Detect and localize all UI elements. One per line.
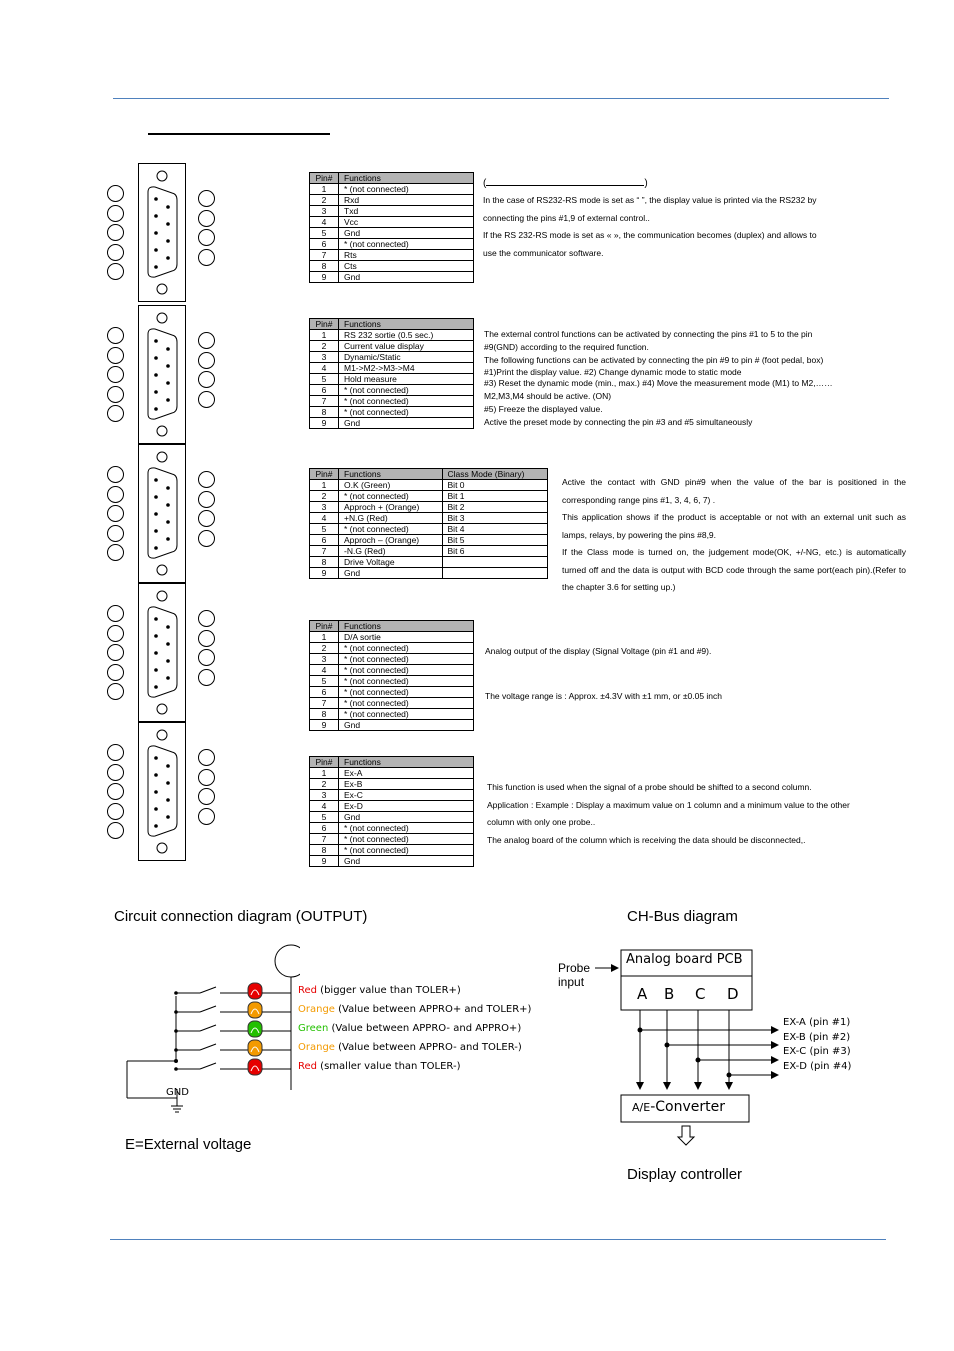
- table-row: [310, 502, 548, 513]
- pin-number: 3: [310, 654, 339, 665]
- pin-number: 1: [310, 184, 339, 195]
- table-row: [310, 834, 474, 845]
- external-voltage-note: E=External voltage: [125, 1136, 252, 1153]
- desc-line: In the case of RS232-RS mode is set as “ ”, the display value is printed via the RS232 by: [483, 195, 817, 205]
- column-header: Functions: [339, 469, 443, 480]
- pin-circle: [198, 808, 215, 825]
- pin-number: 6: [310, 239, 339, 250]
- led-switch-svg: [170, 975, 300, 1085]
- pin-cell: Gnd: [339, 418, 474, 429]
- pin-number: 1: [310, 768, 339, 779]
- pin-number: 7: [310, 250, 339, 261]
- legend-color-word: Orange: [298, 1042, 335, 1053]
- ex-outputs: [783, 1016, 851, 1074]
- pin-circle: [107, 327, 124, 344]
- chbus-diagram-title: CH-Bus diagram: [627, 908, 738, 925]
- pin-number: 3: [310, 502, 339, 513]
- pin-circle: [198, 229, 215, 246]
- pin-number: 5: [310, 524, 339, 535]
- footer-rule: [110, 1239, 886, 1240]
- pin-cell: Gnd: [339, 228, 474, 239]
- desc-line: M2,M3,M4 should be active. (ON): [484, 390, 612, 401]
- pin-cell: Hold measure: [339, 374, 474, 385]
- table-row: [310, 228, 474, 239]
- table-row: [310, 654, 474, 665]
- pin-cell: * (not connected): [339, 709, 474, 720]
- channel-b: B: [664, 985, 675, 1003]
- legend-color-word: Red: [298, 1061, 317, 1072]
- table-row: [310, 779, 474, 790]
- desc-para: If the Class mode is turned on, the judgement mode(OK, +/-NG, etc.) is automatically turned off and the data is output with BCD code through the same port(each pin).(Refer to the chapter 3.6 for setting up.): [562, 547, 906, 592]
- pin-circle: [107, 783, 124, 800]
- pin-cell: * (not connected): [339, 834, 474, 845]
- board-label: Analog board PCB: [626, 952, 743, 967]
- pin-table-rs232: [309, 172, 474, 283]
- legend-description: (Value between APPRO- and APPRO+): [328, 1023, 522, 1034]
- pin-cell: Ex-B: [339, 779, 474, 790]
- pin-number: 1: [310, 480, 339, 491]
- legend-item: [298, 985, 461, 996]
- pin-circle: [198, 249, 215, 266]
- pin-cell: * (not connected): [339, 396, 474, 407]
- table-row: [310, 720, 474, 731]
- desc-line: Application : Example : Display a maximum value on 1 column and a minimum value to the other: [487, 799, 850, 810]
- desc-line: This function is used when the signal of a probe should be shifted to a second column.: [487, 782, 812, 792]
- pin-number: 5: [310, 812, 339, 823]
- pin-circle: [198, 788, 215, 805]
- pin-cell: Gnd: [339, 812, 474, 823]
- pin-number: 8: [310, 261, 339, 272]
- pin-circle: [198, 769, 215, 786]
- pin-cell: * (not connected): [339, 184, 474, 195]
- legend-item: [298, 1004, 531, 1015]
- column-header: Pin#: [310, 173, 339, 184]
- table-row: [310, 856, 474, 867]
- desc-line: The analog board of the column which is receiving the data should be disconnected,.: [487, 834, 806, 845]
- legend-color-word: Green: [298, 1023, 329, 1034]
- desc-line: use the communicator software.: [483, 247, 604, 258]
- pin-number: 4: [310, 665, 339, 676]
- desc-line: #9(GND) according to the required function.: [484, 342, 649, 353]
- pin-number: 6: [310, 535, 339, 546]
- pin-circle: [107, 263, 124, 280]
- pin-circle: [107, 366, 124, 383]
- legend-item: [298, 1042, 522, 1053]
- channel-labels: [622, 985, 753, 1005]
- table-row: [310, 687, 474, 698]
- pin-circle: [107, 683, 124, 700]
- pin-number: 1: [310, 330, 339, 341]
- table-row: [310, 352, 474, 363]
- pin-circle: [107, 386, 124, 403]
- header-rule: [113, 98, 889, 99]
- ex-output: EX-C (pin #3): [783, 1046, 851, 1057]
- pin-cell: Gnd: [339, 720, 474, 731]
- table-row: [310, 374, 474, 385]
- pin-cell: * (not connected): [339, 385, 474, 396]
- pin-cell: Gnd: [339, 856, 474, 867]
- pin-circle: [107, 803, 124, 820]
- desc-line: If the RS 232-RS mode is set as « », the communication becomes (duplex) and allows to: [483, 230, 817, 240]
- desc-para: This application shows if the product is acceptable or not with an external unit such as lamps, relays, by powering the pins #8,9.: [562, 512, 906, 540]
- display-controller-label: Display controller: [627, 1166, 743, 1183]
- ex-output: EX-B (pin #2): [783, 1031, 851, 1043]
- pin-table-ch-bus: [309, 756, 474, 867]
- pin-circle: [107, 764, 124, 781]
- legend-item: [298, 1023, 521, 1034]
- pin-cell: * (not connected): [339, 698, 474, 709]
- table-row: [310, 768, 474, 779]
- column-header: Class Mode (Binary): [442, 469, 547, 480]
- legend-color-word: Red: [298, 985, 317, 996]
- table-header-row: [310, 173, 474, 184]
- table-row: [310, 396, 474, 407]
- pin-circle: [198, 391, 215, 408]
- pin-number: 1: [310, 632, 339, 643]
- pin-cell: Cts: [339, 261, 474, 272]
- desc-line: The external control functions can be activated by connecting the pins #1 to 5 to the pin: [484, 329, 813, 339]
- pin-number: 7: [310, 396, 339, 407]
- pin-cell: * (not connected): [339, 823, 474, 834]
- legend-color-word: Orange: [298, 1004, 335, 1015]
- table-row: [310, 217, 474, 228]
- pin-cell: Dynamic/Static: [339, 352, 474, 363]
- pin-circle: [107, 405, 124, 422]
- column-header: Functions: [339, 621, 474, 632]
- desc-line: #3) Reset the dynamic mode (min., max.) #4) Move the measurement mode (M1) to M2,……: [484, 377, 833, 388]
- table-row: [310, 239, 474, 250]
- pin-circle: [198, 491, 215, 508]
- column-header: Functions: [339, 319, 474, 330]
- table-row: [310, 341, 474, 352]
- table-row: [310, 261, 474, 272]
- pin-number: 6: [310, 823, 339, 834]
- pin-circle: [107, 466, 124, 483]
- table-row: [310, 535, 548, 546]
- table-row: [310, 709, 474, 720]
- table-header-row: [310, 757, 474, 768]
- pin-cell: Rts: [339, 250, 474, 261]
- pin-cell: RS 232 sortie (0.5 sec.): [339, 330, 474, 341]
- pin-cell: M1->M2->M3->M4: [339, 363, 474, 374]
- pin-cell: -N.G (Red): [339, 546, 443, 557]
- pin-number: 4: [310, 513, 339, 524]
- pin-circle: [107, 205, 124, 222]
- column-header: Functions: [339, 173, 474, 184]
- pin-cell: Bit 2: [442, 502, 547, 513]
- pin-number: 9: [310, 720, 339, 731]
- pin-cell: * (not connected): [339, 239, 474, 250]
- table-row: [310, 698, 474, 709]
- pin-circle: [198, 190, 215, 207]
- desc-line: Analog output of the display (Signal Voltage (pin #1 and #9).: [485, 646, 712, 656]
- pin-circle: [107, 224, 124, 241]
- pin-number: 8: [310, 845, 339, 856]
- pin-circle: [107, 347, 124, 364]
- pin-cell: [442, 557, 547, 568]
- pin-cell: Bit 3: [442, 513, 547, 524]
- pin-circle: [198, 471, 215, 488]
- pin-number: 2: [310, 779, 339, 790]
- table-row: [310, 206, 474, 217]
- pin-circle: [107, 486, 124, 503]
- table-row: [310, 480, 548, 491]
- pin-number: 2: [310, 195, 339, 206]
- pin-number: 4: [310, 217, 339, 228]
- table-row: [310, 250, 474, 261]
- pin-circle: [198, 610, 215, 627]
- pin-cell: * (not connected): [339, 665, 474, 676]
- pin-table-class-mode: [309, 468, 548, 579]
- pin-circle: [198, 630, 215, 647]
- pin-cell: Bit 1: [442, 491, 547, 502]
- pin-circle: [198, 530, 215, 547]
- pin-circle: [198, 510, 215, 527]
- table-row: [310, 272, 474, 283]
- table-row: [310, 513, 548, 524]
- pin-cell: * (not connected): [339, 845, 474, 856]
- legend-description: (Value between APPRO+ and TOLER+): [334, 1004, 532, 1015]
- pin-cell: * (not connected): [339, 524, 443, 535]
- pin-cell: D/A sortie: [339, 632, 474, 643]
- db9-connector: [138, 722, 186, 861]
- pin-circle: [198, 371, 215, 388]
- pin-circle: [107, 505, 124, 522]
- table-row: [310, 632, 474, 643]
- ch-bus-description: [487, 779, 907, 849]
- pin-circle: [107, 544, 124, 561]
- pin-circle: [107, 822, 124, 839]
- desc-line: The voltage range is : Approx. ±4.3V with ±1 mm, or ±0.05 inch: [485, 690, 722, 701]
- desc-line: Active the preset mode by connecting the pin #3 and #5 simultaneously: [484, 417, 753, 428]
- pin-cell: Ex-C: [339, 790, 474, 801]
- pin-cell: +N.G (Red): [339, 513, 443, 524]
- pin-number: 8: [310, 709, 339, 720]
- table-header-row: [310, 319, 474, 330]
- pin-number: 6: [310, 687, 339, 698]
- table-row: [310, 676, 474, 687]
- pin-table-external-control: [309, 318, 474, 429]
- pin-circle: [198, 649, 215, 666]
- pin-number: 2: [310, 643, 339, 654]
- pin-circle: [107, 664, 124, 681]
- legend-description: (bigger value than TOLER+): [317, 985, 461, 996]
- pin-cell: Approch + (Orange): [339, 502, 443, 513]
- pin-number: 5: [310, 374, 339, 385]
- external-control-description: [484, 328, 904, 429]
- pin-circle: [198, 210, 215, 227]
- pin-number: 7: [310, 546, 339, 557]
- pin-cell: Current value display: [339, 341, 474, 352]
- pin-number: 7: [310, 698, 339, 709]
- pin-number: 3: [310, 206, 339, 217]
- pin-circle: [198, 332, 215, 349]
- pin-cell: Gnd: [339, 272, 474, 283]
- legend-description: (smaller value than TOLER-): [317, 1061, 461, 1072]
- table-row: [310, 363, 474, 374]
- table-row: [310, 557, 548, 568]
- pin-cell: Bit 6: [442, 546, 547, 557]
- table-header-row: [310, 469, 548, 480]
- desc-para: Active the contact with GND pin#9 when the value of the bar is positioned in the corresponding range pins #1, 3, 4, 6, 7) .: [562, 477, 906, 505]
- ex-output: EX-D (pin #4): [783, 1060, 852, 1072]
- table-row: [310, 845, 474, 856]
- column-header: Functions: [339, 757, 474, 768]
- pin-cell: [442, 568, 547, 579]
- table-row: [310, 524, 548, 535]
- db9-connector: [138, 444, 186, 583]
- legend-item: [298, 1061, 460, 1072]
- table-row: [310, 801, 474, 812]
- table-row: [310, 812, 474, 823]
- desc-line: The following functions can be activated by connecting the pin #9 to pin # (foot pedal, box): [484, 355, 824, 366]
- table-row: [310, 823, 474, 834]
- class-mode-description: [562, 474, 906, 597]
- desc-line: column with only one probe..: [487, 817, 596, 827]
- pin-number: 5: [310, 228, 339, 239]
- pin-cell: * (not connected): [339, 676, 474, 687]
- ex-output: EX-A (pin #1): [783, 1017, 851, 1028]
- legend-description: (Value between APPRO- and TOLER-): [334, 1042, 522, 1053]
- pin-number: 3: [310, 790, 339, 801]
- pin-circle: [107, 185, 124, 202]
- pin-number: 5: [310, 676, 339, 687]
- channel-d: D: [727, 985, 739, 1003]
- pin-circle: [107, 244, 124, 261]
- gnd-label: GND: [166, 1087, 189, 1098]
- rs232-description: [483, 176, 903, 262]
- pin-circle: [107, 644, 124, 661]
- table-row: [310, 643, 474, 654]
- pin-cell: O.K (Green): [339, 480, 443, 491]
- table-row: [310, 491, 548, 502]
- rs232-blank-heading: ( ): [483, 178, 648, 189]
- pin-number: 9: [310, 418, 339, 429]
- pin-circle: [198, 352, 215, 369]
- output-diagram-title: Circuit connection diagram (OUTPUT): [114, 908, 368, 925]
- db9-connector: [138, 163, 186, 302]
- chbus-svg: [590, 945, 780, 1155]
- pin-number: 4: [310, 801, 339, 812]
- pin-number: 3: [310, 352, 339, 363]
- db9-connector: [138, 305, 186, 444]
- pin-cell: Bit 4: [442, 524, 547, 535]
- pin-cell: * (not connected): [339, 687, 474, 698]
- pin-cell: Bit 0: [442, 480, 547, 491]
- table-row: [310, 665, 474, 676]
- pin-number: 9: [310, 568, 339, 579]
- table-row: [310, 407, 474, 418]
- column-header: Pin#: [310, 757, 339, 768]
- pin-number: 9: [310, 272, 339, 283]
- table-row: [310, 330, 474, 341]
- pin-cell: Drive Voltage: [339, 557, 443, 568]
- pin-cell: Rxd: [339, 195, 474, 206]
- pin-number: 4: [310, 363, 339, 374]
- probe-input-label: Probe input: [558, 961, 591, 989]
- table-row: [310, 418, 474, 429]
- pin-circle: [107, 525, 124, 542]
- pin-table-analog-output: [309, 620, 474, 731]
- channel-a: A: [637, 985, 648, 1003]
- table-row: [310, 546, 548, 557]
- pin-number: 2: [310, 491, 339, 502]
- pin-cell: * (not connected): [339, 654, 474, 665]
- pin-cell: Ex-D: [339, 801, 474, 812]
- column-header: Pin#: [310, 469, 339, 480]
- table-row: [310, 385, 474, 396]
- pin-cell: Bit 5: [442, 535, 547, 546]
- pin-cell: Gnd: [339, 568, 443, 579]
- pin-cell: Txd: [339, 206, 474, 217]
- table-row: [310, 195, 474, 206]
- pin-number: 9: [310, 856, 339, 867]
- desc-line: #1)Print the display value. #2) Change dynamic mode to static mode: [484, 366, 742, 377]
- pin-number: 7: [310, 834, 339, 845]
- pin-number: 8: [310, 557, 339, 568]
- column-header: Pin#: [310, 621, 339, 632]
- pin-circle: [198, 669, 215, 686]
- pin-number: 8: [310, 407, 339, 418]
- pin-cell: * (not connected): [339, 643, 474, 654]
- desc-line: connecting the pins #1,9 of external control..: [483, 212, 650, 223]
- pin-cell: Ex-A: [339, 768, 474, 779]
- pin-circle: [107, 625, 124, 642]
- pin-cell: Vcc: [339, 217, 474, 228]
- pin-circle: [107, 744, 124, 761]
- column-header: Pin#: [310, 319, 339, 330]
- pin-number: 2: [310, 341, 339, 352]
- pin-circle: [198, 749, 215, 766]
- pin-number: 6: [310, 385, 339, 396]
- table-row: [310, 790, 474, 801]
- table-row: [310, 184, 474, 195]
- pin-cell: * (not connected): [339, 407, 474, 418]
- db9-connector: [138, 583, 186, 722]
- pin-cell: Approch – (Orange): [339, 535, 443, 546]
- analog-output-description: [485, 643, 905, 705]
- channel-c: C: [695, 985, 706, 1003]
- pin-circle: [107, 605, 124, 622]
- converter-label: A/E-Converter: [632, 1099, 725, 1115]
- table-row: [310, 568, 548, 579]
- section-title-underline: [148, 133, 330, 135]
- table-header-row: [310, 621, 474, 632]
- desc-line: #5) Freeze the displayed value.: [484, 404, 603, 415]
- pin-cell: * (not connected): [339, 491, 443, 502]
